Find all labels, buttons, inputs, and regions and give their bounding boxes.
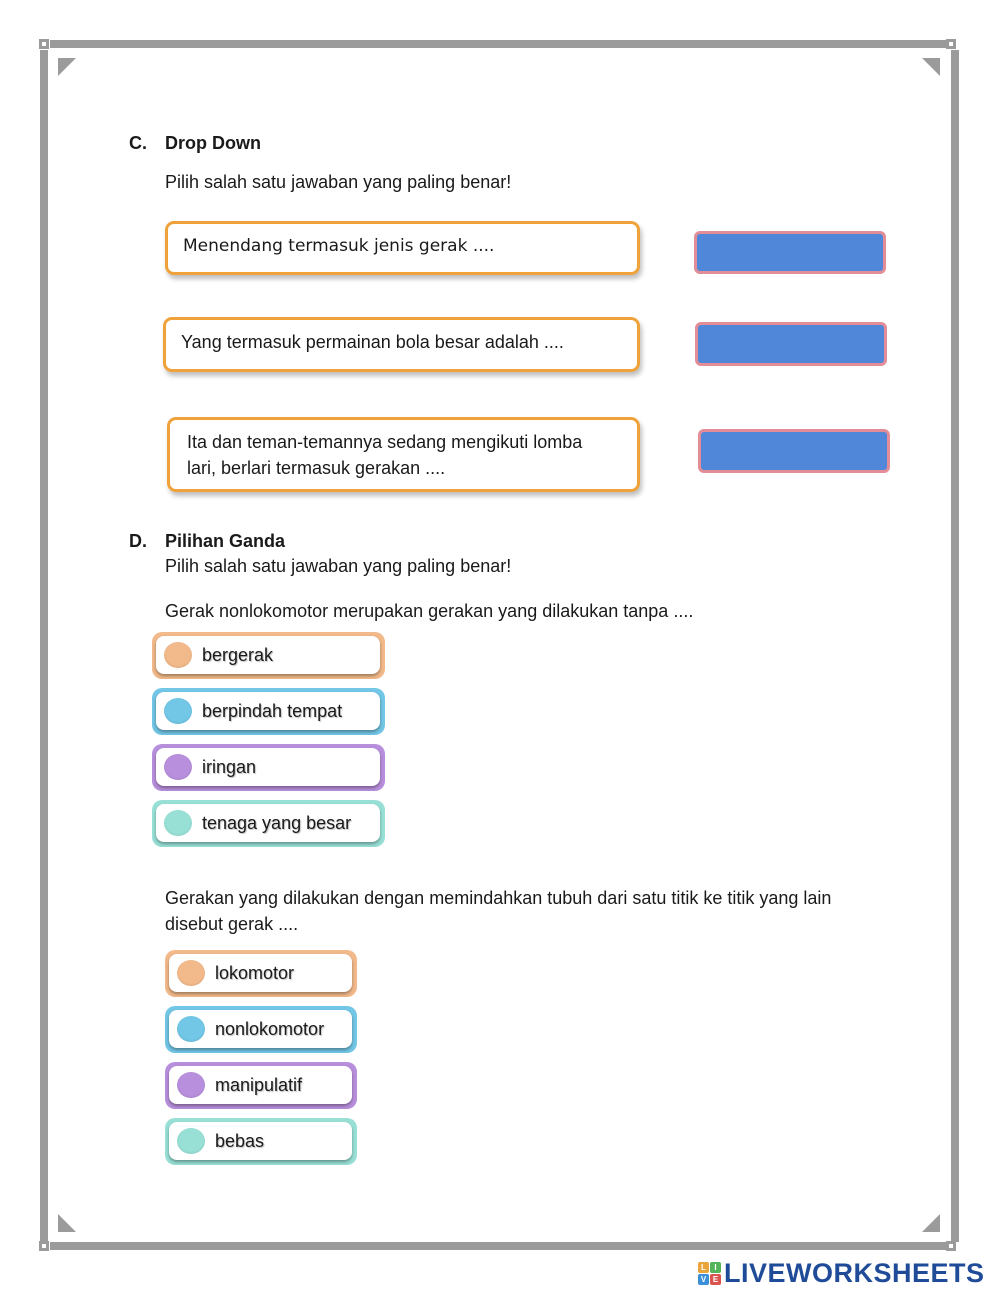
section-d-letter: D.	[129, 531, 147, 551]
answer-dropdown-1[interactable]	[694, 231, 886, 274]
radio-circle-icon	[164, 698, 192, 724]
liveworksheets-logo[interactable]	[698, 1258, 985, 1289]
section-d-instruction: Pilih salah satu jawaban yang paling benar!	[165, 556, 512, 576]
logo-letter: V	[698, 1274, 709, 1285]
mc-option[interactable]	[152, 800, 385, 847]
radio-circle-icon	[177, 1128, 205, 1154]
frame-right	[951, 50, 959, 1242]
frame-left	[40, 50, 48, 1242]
radio-circle-icon	[164, 642, 192, 668]
option-label: bergerak	[202, 644, 274, 665]
mc-option[interactable]	[152, 632, 385, 679]
question-text: Menendang termasuk jenis gerak ....	[183, 236, 495, 256]
option-label: manipulatif	[215, 1074, 303, 1095]
question-text-line: Ita dan teman-temannya sedang mengikuti lomba	[187, 432, 583, 452]
radio-circle-icon	[164, 754, 192, 780]
option-label: bebas	[215, 1130, 265, 1151]
option-label: nonlokomotor	[215, 1018, 325, 1039]
section-c-instruction: Pilih salah satu jawaban yang paling benar!	[165, 172, 512, 192]
mc-question-2	[165, 885, 925, 937]
answer-dropdown-3[interactable]	[698, 429, 890, 473]
option-label: iringan	[202, 756, 257, 777]
mc-option[interactable]	[165, 1062, 357, 1109]
logo-letter: I	[710, 1262, 721, 1273]
option-label: lokomotor	[215, 962, 295, 983]
radio-circle-icon	[177, 960, 205, 986]
logo-letter: L	[698, 1262, 709, 1273]
frame-corner	[39, 1241, 49, 1251]
logo-text: LIVEWORKSHEETS	[724, 1258, 985, 1288]
question-text-line: disebut gerak ....	[165, 914, 299, 934]
mc-option[interactable]	[165, 1118, 357, 1165]
mc-option[interactable]	[165, 950, 357, 997]
frame-triangle	[58, 1214, 76, 1232]
option-label: tenaga yang besar	[202, 812, 352, 833]
dropdown-question-3	[167, 417, 640, 492]
frame-corner	[946, 1241, 956, 1251]
mc-option[interactable]	[152, 688, 385, 735]
question-text-line: lari, berlari termasuk gerakan ....	[187, 458, 446, 478]
frame-triangle	[58, 58, 76, 76]
frame-triangle	[922, 1214, 940, 1232]
mc-option[interactable]	[152, 744, 385, 791]
frame-corner	[39, 39, 49, 49]
section-d-title: Pilihan Ganda	[165, 531, 286, 551]
frame-bottom	[50, 1242, 950, 1250]
section-c-title: Drop Down	[165, 133, 261, 153]
radio-circle-icon	[177, 1072, 205, 1098]
logo-icon	[698, 1262, 721, 1285]
answer-dropdown-2[interactable]	[695, 322, 887, 366]
option-label: berpindah tempat	[202, 700, 343, 721]
mc-option[interactable]	[165, 1006, 357, 1053]
logo-letter: E	[710, 1274, 721, 1285]
section-c-letter: C.	[129, 133, 147, 153]
dropdown-question-1	[165, 221, 640, 275]
radio-circle-icon	[177, 1016, 205, 1042]
mc-question-1: Gerak nonlokomotor merupakan gerakan yang dilakukan tanpa ....	[165, 601, 694, 621]
frame-corner	[946, 39, 956, 49]
question-text-line: Gerakan yang dilakukan dengan memindahkan tubuh dari satu titik ke titik yang lain	[165, 888, 832, 908]
frame-triangle	[922, 58, 940, 76]
dropdown-question-2	[163, 317, 640, 372]
radio-circle-icon	[164, 810, 192, 836]
question-text: Yang termasuk permainan bola besar adalah ....	[181, 332, 564, 352]
frame-top	[50, 40, 950, 48]
